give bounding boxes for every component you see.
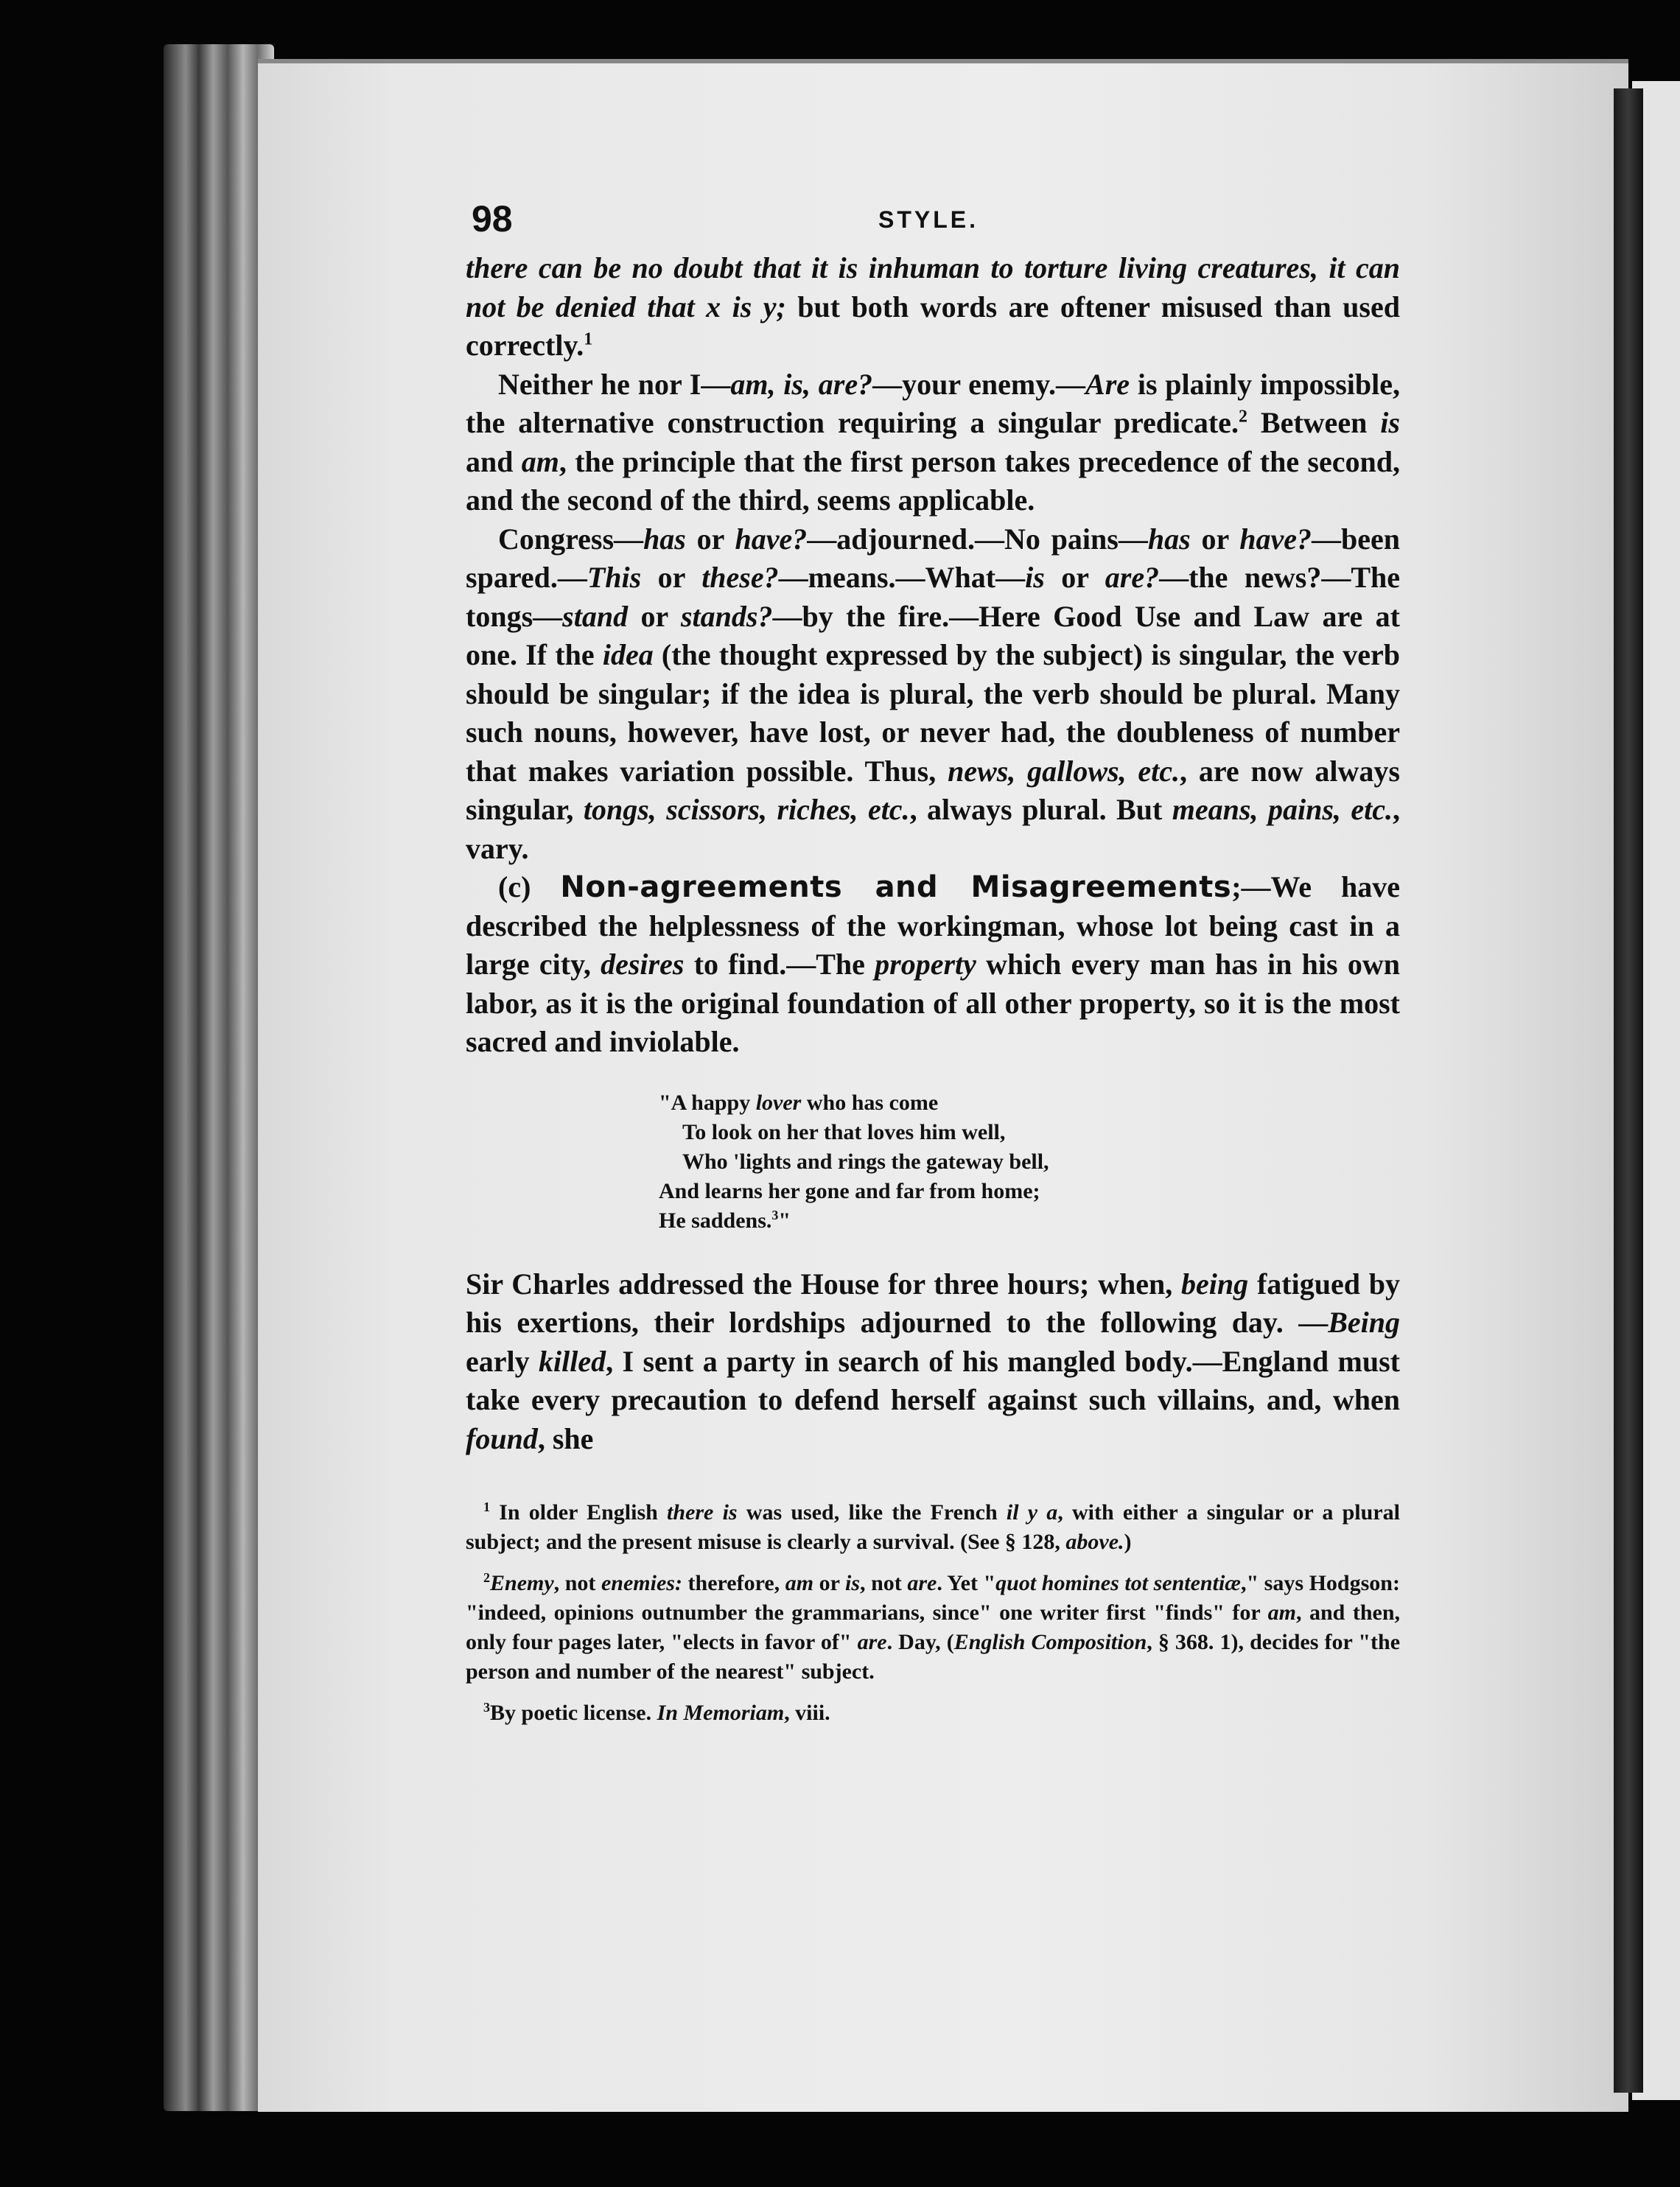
italic-text: property xyxy=(875,948,976,981)
italic-text: This xyxy=(587,561,642,594)
footnote-ref: 1 xyxy=(584,329,593,349)
body-span: or xyxy=(1044,561,1105,594)
footnote-span: therefore, xyxy=(682,1571,785,1595)
italic-text: desires xyxy=(601,948,685,981)
body-span: —by the fire.—Here Good Use and Law are at one. If the xyxy=(466,599,1400,671)
body-text xyxy=(466,249,1400,1062)
footnote-span: or xyxy=(813,1571,846,1595)
body-span: or xyxy=(685,522,735,556)
poem-line xyxy=(659,1088,1400,1118)
poem-span: who has come xyxy=(801,1090,939,1115)
footnote-3 xyxy=(466,1698,1400,1728)
italic-text: there can be no doubt that it is inhuman to torture living creatures, it can not be denied that x is y; xyxy=(466,251,1400,323)
italic-text: means, pains, etc. xyxy=(1172,793,1393,826)
italic-text: am, is, are? xyxy=(730,367,873,401)
italic-text: il y a xyxy=(1006,1500,1058,1525)
italic-text: have? xyxy=(1239,522,1312,556)
footnote-2 xyxy=(466,1569,1400,1687)
italic-text: being xyxy=(1181,1267,1249,1301)
italic-text: has xyxy=(643,522,686,556)
body-span: , I sent a party in search of his mangled body.—England must take every precaution to defend herself against such villains, and, when xyxy=(466,1344,1400,1416)
italic-text: have? xyxy=(735,522,808,556)
body-span: Sir Charles addressed the House for three hours; when, xyxy=(466,1267,1182,1301)
italic-text: these? xyxy=(701,561,779,594)
italic-text: Are xyxy=(1085,367,1130,401)
italic-text: In Memoriam xyxy=(657,1701,785,1725)
page-gutter-shadow xyxy=(1614,88,1643,2093)
footnote-span: ) xyxy=(1124,1530,1132,1554)
body-span: , she xyxy=(537,1421,594,1455)
poem-span: "A happy xyxy=(659,1090,756,1115)
poem-line xyxy=(659,1206,1400,1236)
body-span: and xyxy=(466,444,522,478)
italic-text: English Composition xyxy=(953,1630,1147,1654)
page-content xyxy=(466,197,1400,1740)
body-span: , are now always singular, xyxy=(466,754,1400,826)
footnote-span: , and then, only four pages later, "elects in favor of" xyxy=(466,1600,1400,1654)
italic-text: are? xyxy=(1105,561,1160,594)
running-title: STYLE. xyxy=(878,206,979,233)
body-text-continued xyxy=(466,1265,1400,1459)
body-span: or xyxy=(641,561,702,594)
italic-text: is xyxy=(845,1571,861,1595)
footnote-span: , not xyxy=(553,1571,601,1595)
italic-text: idea xyxy=(602,638,654,671)
body-span: or xyxy=(1190,522,1240,556)
footnote-mark: 2 xyxy=(483,1570,490,1585)
footnote-span: In older English xyxy=(490,1500,668,1525)
footnote-span: was used, like the French xyxy=(737,1500,1007,1525)
running-head xyxy=(466,197,1400,249)
footnote-mark: 3 xyxy=(483,1700,490,1715)
italic-text: has xyxy=(1147,522,1191,556)
paragraph-3 xyxy=(466,520,1400,869)
body-span: but both words are oftener misused than used correctly. xyxy=(466,290,1400,362)
body-span: , always plural. But xyxy=(909,793,1172,826)
italic-text: Enemy xyxy=(490,1571,554,1595)
body-span: is plainly impossible, the alternative construction requiring a singular predicate. xyxy=(466,367,1400,439)
footnote-ref: 2 xyxy=(1238,407,1247,427)
poem-line: To look on her that loves him well, xyxy=(682,1119,1006,1144)
body-span: , the principle that the first person takes precedence of the second, and the second of the third, seems applicable. xyxy=(466,444,1400,517)
footnote-1 xyxy=(466,1498,1400,1557)
body-span: to find.—The xyxy=(684,948,875,981)
paragraph-5 xyxy=(466,1265,1400,1459)
paragraph-1 xyxy=(466,249,1400,365)
italic-text: Being xyxy=(1328,1306,1400,1339)
poem-line: Who 'lights and rings the gateway bell, xyxy=(682,1149,1049,1174)
body-span: ;—We have described the helplessness of the workingman, whose lot being cast in a large city, xyxy=(466,870,1400,981)
footnote-span: . Yet " xyxy=(937,1571,996,1595)
italic-text: am xyxy=(785,1571,814,1595)
italic-text: lover xyxy=(755,1090,802,1115)
italic-text: above. xyxy=(1065,1530,1124,1554)
italic-text: stand xyxy=(562,599,629,633)
footnote-span: By poetic license. xyxy=(490,1701,657,1725)
footnote-span: . Day, ( xyxy=(886,1630,954,1654)
italic-text: are xyxy=(907,1571,937,1595)
body-span: Between xyxy=(1247,406,1381,439)
footnote-span: , not xyxy=(860,1571,908,1595)
body-span: or xyxy=(628,599,681,633)
italic-text: news, gallows, etc. xyxy=(948,754,1180,788)
footnote-span: , § 368. 1), decides for "the person and number of the nearest" subject. xyxy=(466,1630,1401,1684)
poem-quote xyxy=(659,1088,1400,1236)
body-span: early xyxy=(466,1344,539,1378)
section-heading: Non-agreements and Misagreements xyxy=(560,870,1232,904)
body-span: fatigued by his exertions, their lordships adjourned to the following day. — xyxy=(466,1267,1400,1339)
page-number: 98 xyxy=(472,198,513,239)
paragraph-2 xyxy=(466,365,1400,520)
italic-text: am xyxy=(521,444,559,478)
italic-text: is xyxy=(1380,406,1400,439)
body-span: —the news?—The tongs— xyxy=(466,561,1401,633)
italic-text: is xyxy=(1025,561,1045,594)
body-span: —means.—What— xyxy=(778,561,1026,594)
italic-text: am xyxy=(1267,1600,1296,1625)
italic-text: are xyxy=(857,1630,887,1654)
footnote-span: , viii. xyxy=(784,1701,830,1725)
body-span: , vary. xyxy=(466,793,1400,865)
body-span: Congress— xyxy=(498,522,644,556)
poem-span: " xyxy=(778,1208,791,1233)
body-span: —your enemy.— xyxy=(872,367,1086,401)
italic-text: killed xyxy=(539,1344,606,1378)
italic-text: quot homines tot sententiæ xyxy=(995,1571,1241,1595)
body-span: (the thought expressed by the subject) is singular, the verb should be singular; if the idea is plural, the verb should be plural. Many such nouns, however, have lost, or never had, the doubleness of number that makes variation possible. Thus, xyxy=(466,638,1400,788)
footnotes xyxy=(466,1498,1400,1728)
footnote-mark: 1 xyxy=(483,1500,490,1514)
footnote-span: , with either a singular or a plural subject; and the present misuse is clearly a survival. (See § 128, xyxy=(466,1500,1400,1554)
italic-text: tongs, scissors, riches, etc. xyxy=(583,793,910,826)
footnote-span: ," says Hodgson: "indeed, opinions outnumber the grammarians, since" one writer first "finds" for xyxy=(466,1571,1400,1625)
body-span: —adjourned.—No pains— xyxy=(807,522,1148,556)
section-label: (c) xyxy=(498,870,561,903)
body-span: which every man has in his own labor, as it is the original foundation of all other property, so it is the most sacred and inviolable. xyxy=(466,948,1400,1058)
body-span: Neither he nor I— xyxy=(498,367,731,401)
footnote-ref: 3 xyxy=(771,1207,779,1222)
italic-text: found xyxy=(466,1421,538,1455)
italic-text: there is xyxy=(667,1500,738,1525)
poem-span: He saddens. xyxy=(659,1208,772,1233)
poem-line: And learns her gone and far from home; xyxy=(659,1178,1040,1203)
italic-text: enemies: xyxy=(601,1571,682,1595)
body-span: —been spared.— xyxy=(466,522,1401,594)
paragraph-4 xyxy=(466,868,1400,1062)
italic-text: stands? xyxy=(680,599,773,633)
